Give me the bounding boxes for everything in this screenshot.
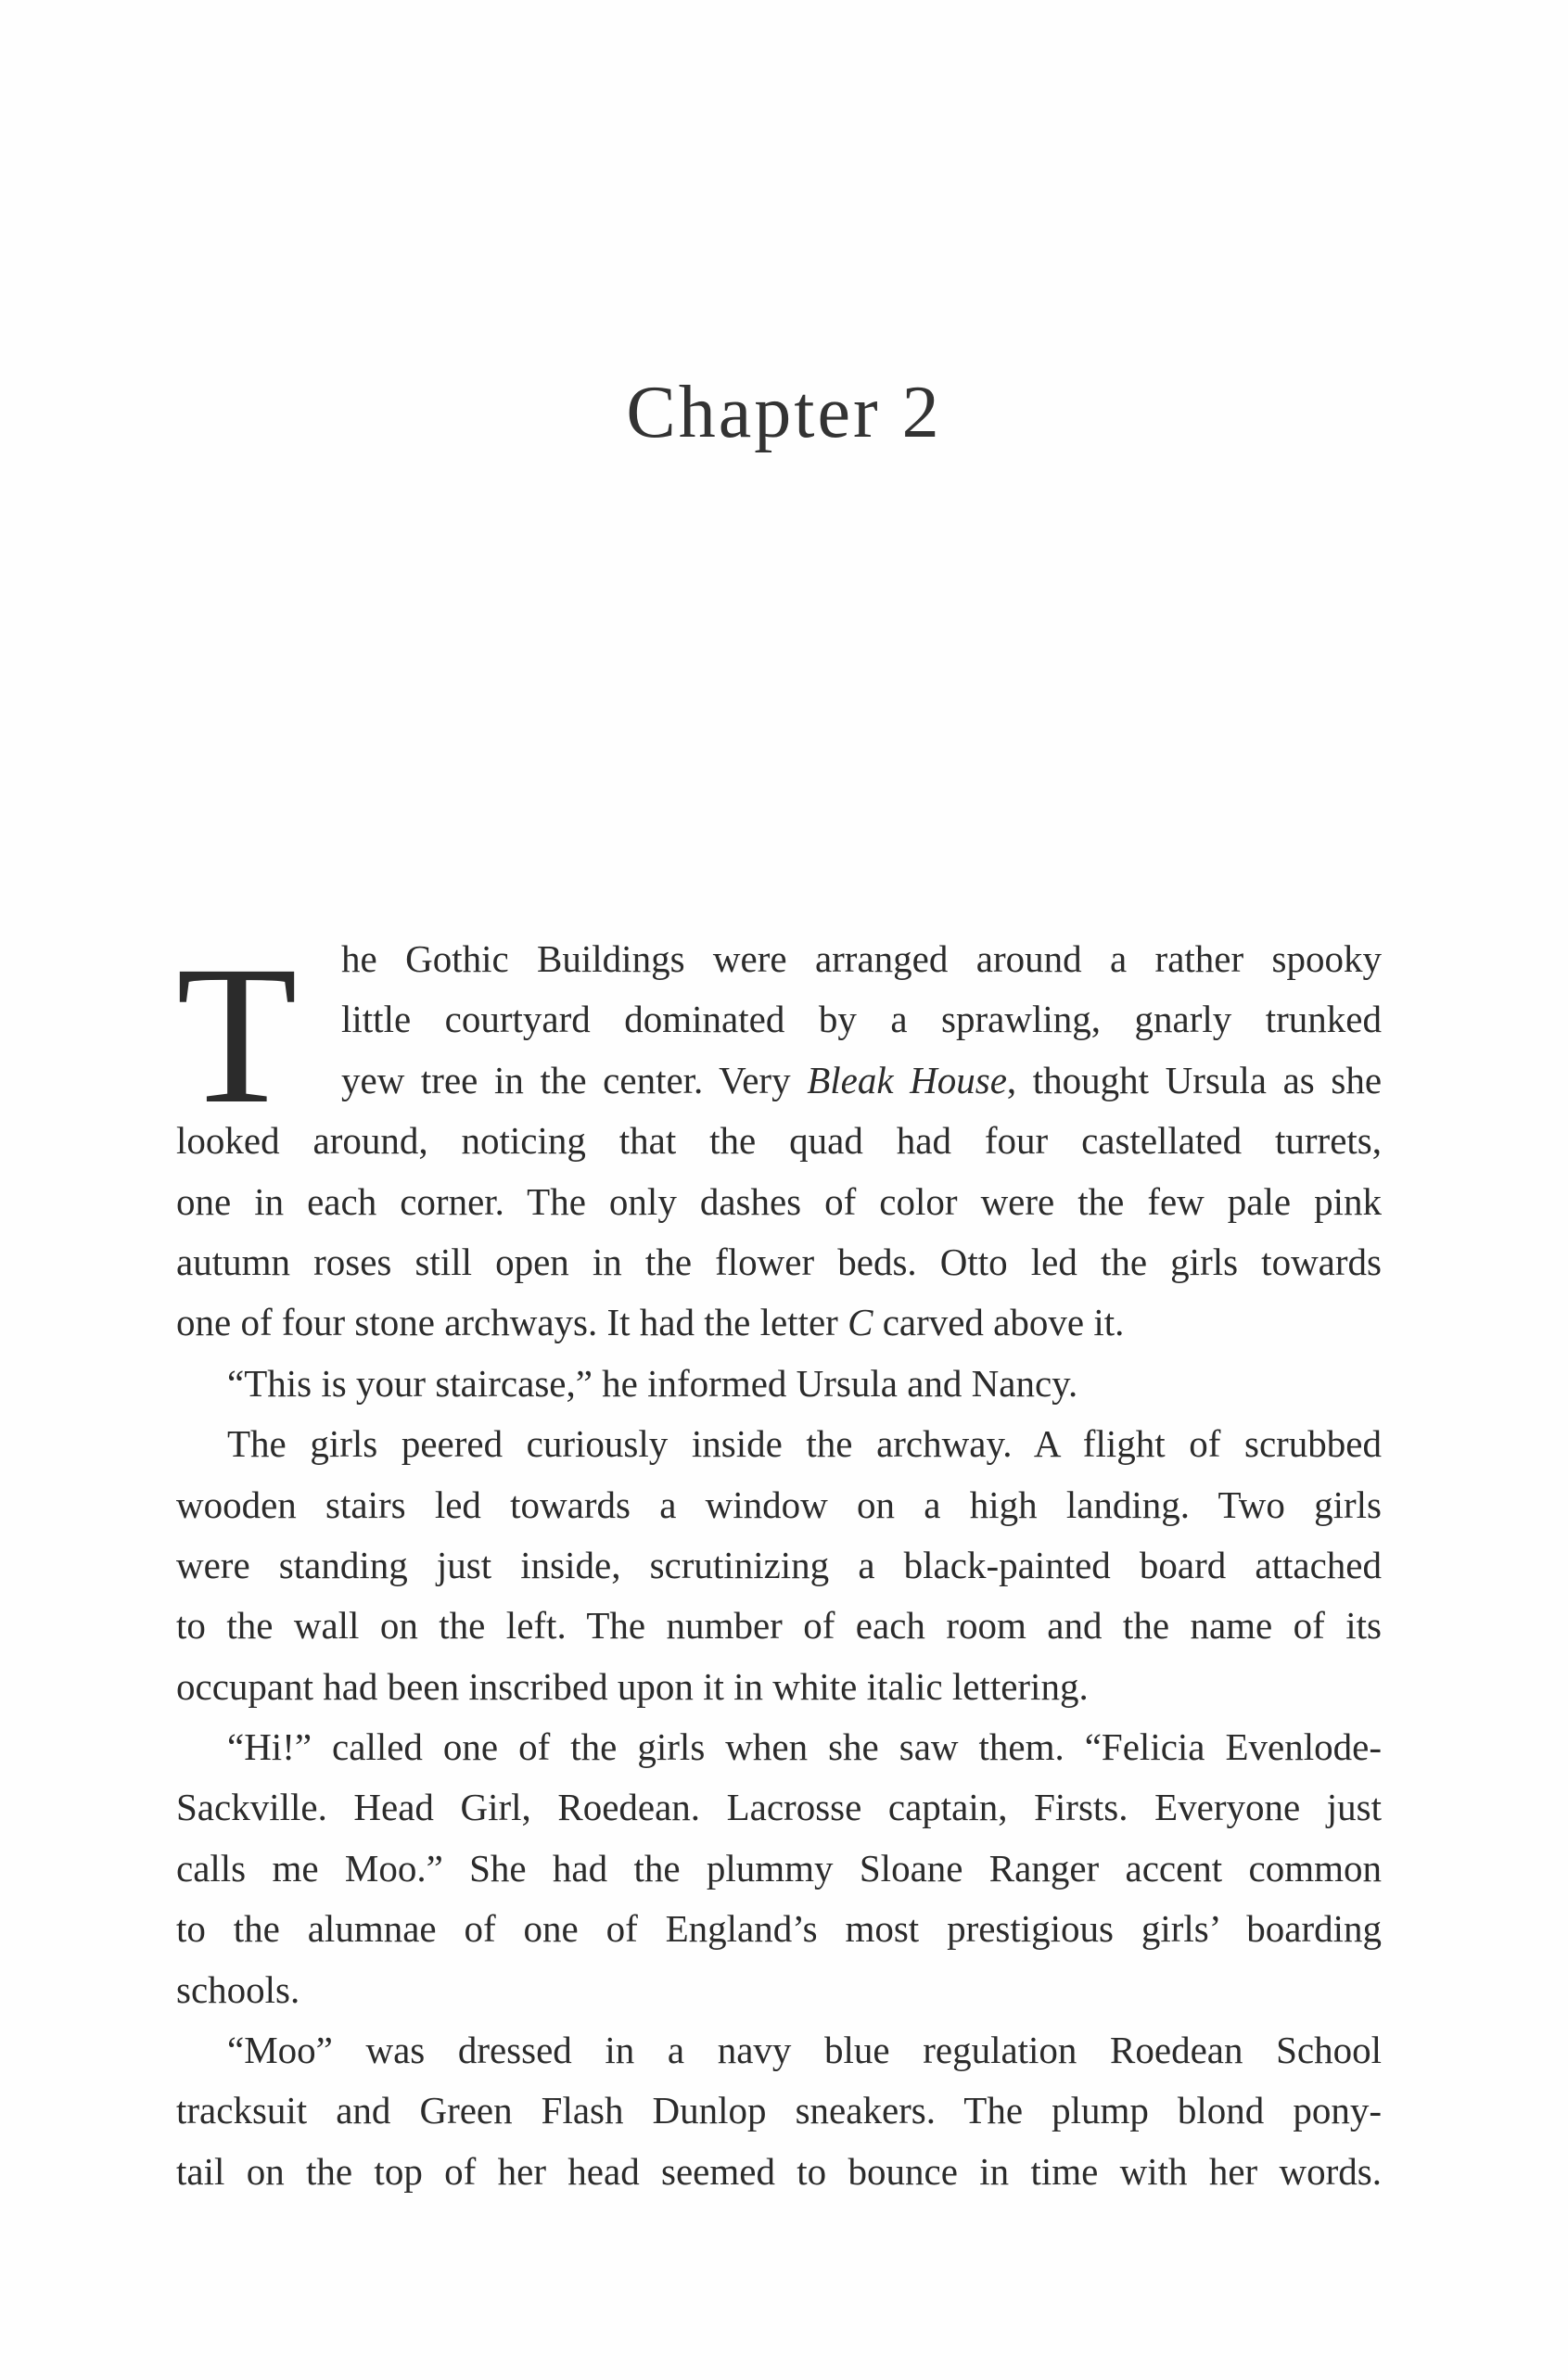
- text-line-12: to the wall on the left. The number of each room and the name of its: [176, 1604, 1382, 1648]
- text-line-3-end: , thought Ursula as she: [1006, 1058, 1383, 1101]
- text-line-9: The girls peered curiously inside the archway. A flight of scrubbed: [227, 1422, 1382, 1466]
- chapter-title: Chapter 2: [626, 372, 942, 453]
- text-line-8: “This is your staircase,” he informed Ursula and Nancy.: [227, 1361, 1078, 1405]
- text-line-10: wooden stairs led towards a window on a high landing. Two girls: [176, 1483, 1382, 1526]
- text-line-7-end: carved above it.: [873, 1301, 1125, 1344]
- text-line-13: occupant had been inscribed upon it in white italic lettering.: [176, 1664, 1089, 1708]
- text-line-3-start: yew tree in the center. Very: [341, 1058, 808, 1101]
- text-line-6: autumn roses still open in the flower beds. Otto led the girls towards: [176, 1240, 1382, 1283]
- text-line-15: Sackville. Head Girl, Roedean. Lacrosse captain, Firsts. Everyone just: [176, 1786, 1382, 1829]
- text-line-21: tail on the top of her head seemed to bounce in time with her words.: [176, 2149, 1382, 2193]
- text-line-7: [176, 1292, 1382, 1353]
- text-line-5: one in each corner. The only dashes of color were the few pale pink: [176, 1179, 1382, 1223]
- text-line-1: he Gothic Buildings were arranged around a rather spooky: [341, 937, 1382, 980]
- chapter-body-text: [176, 925, 1383, 2202]
- text-line-4: looked around, noticing that the quad had four castellated turrets,: [176, 1119, 1382, 1163]
- book-title-bleak-house: Bleak House: [807, 1058, 1007, 1101]
- text-line-18: schools.: [176, 1967, 300, 2011]
- text-line-19: “Moo” was dressed in a navy blue regulation Roedean School: [227, 2029, 1382, 2072]
- text-line-3: [176, 1050, 1382, 1111]
- text-line-16: calls me Moo.” She had the plummy Sloane Ranger accent common: [176, 1846, 1382, 1890]
- text-line-2: little courtyard dominated by a sprawling, gnarly trunked: [341, 998, 1382, 1041]
- text-line-7-start: one of four stone archways. It had the letter: [176, 1301, 848, 1344]
- drop-cap-letter: T: [176, 925, 298, 1145]
- text-line-17: to the alumnae of one of England’s most prestigious girls’ boarding: [176, 1907, 1382, 1951]
- text-line-14: “Hi!” called one of the girls when she saw them. “Felicia Evenlode-: [227, 1725, 1382, 1769]
- text-line-11: were standing just inside, scrutinizing a black-painted board attached: [176, 1543, 1382, 1586]
- text-line-20: tracksuit and Green Flash Dunlop sneakers. The plump blond pony-: [176, 2089, 1382, 2132]
- letter-c-italic: C: [848, 1301, 873, 1344]
